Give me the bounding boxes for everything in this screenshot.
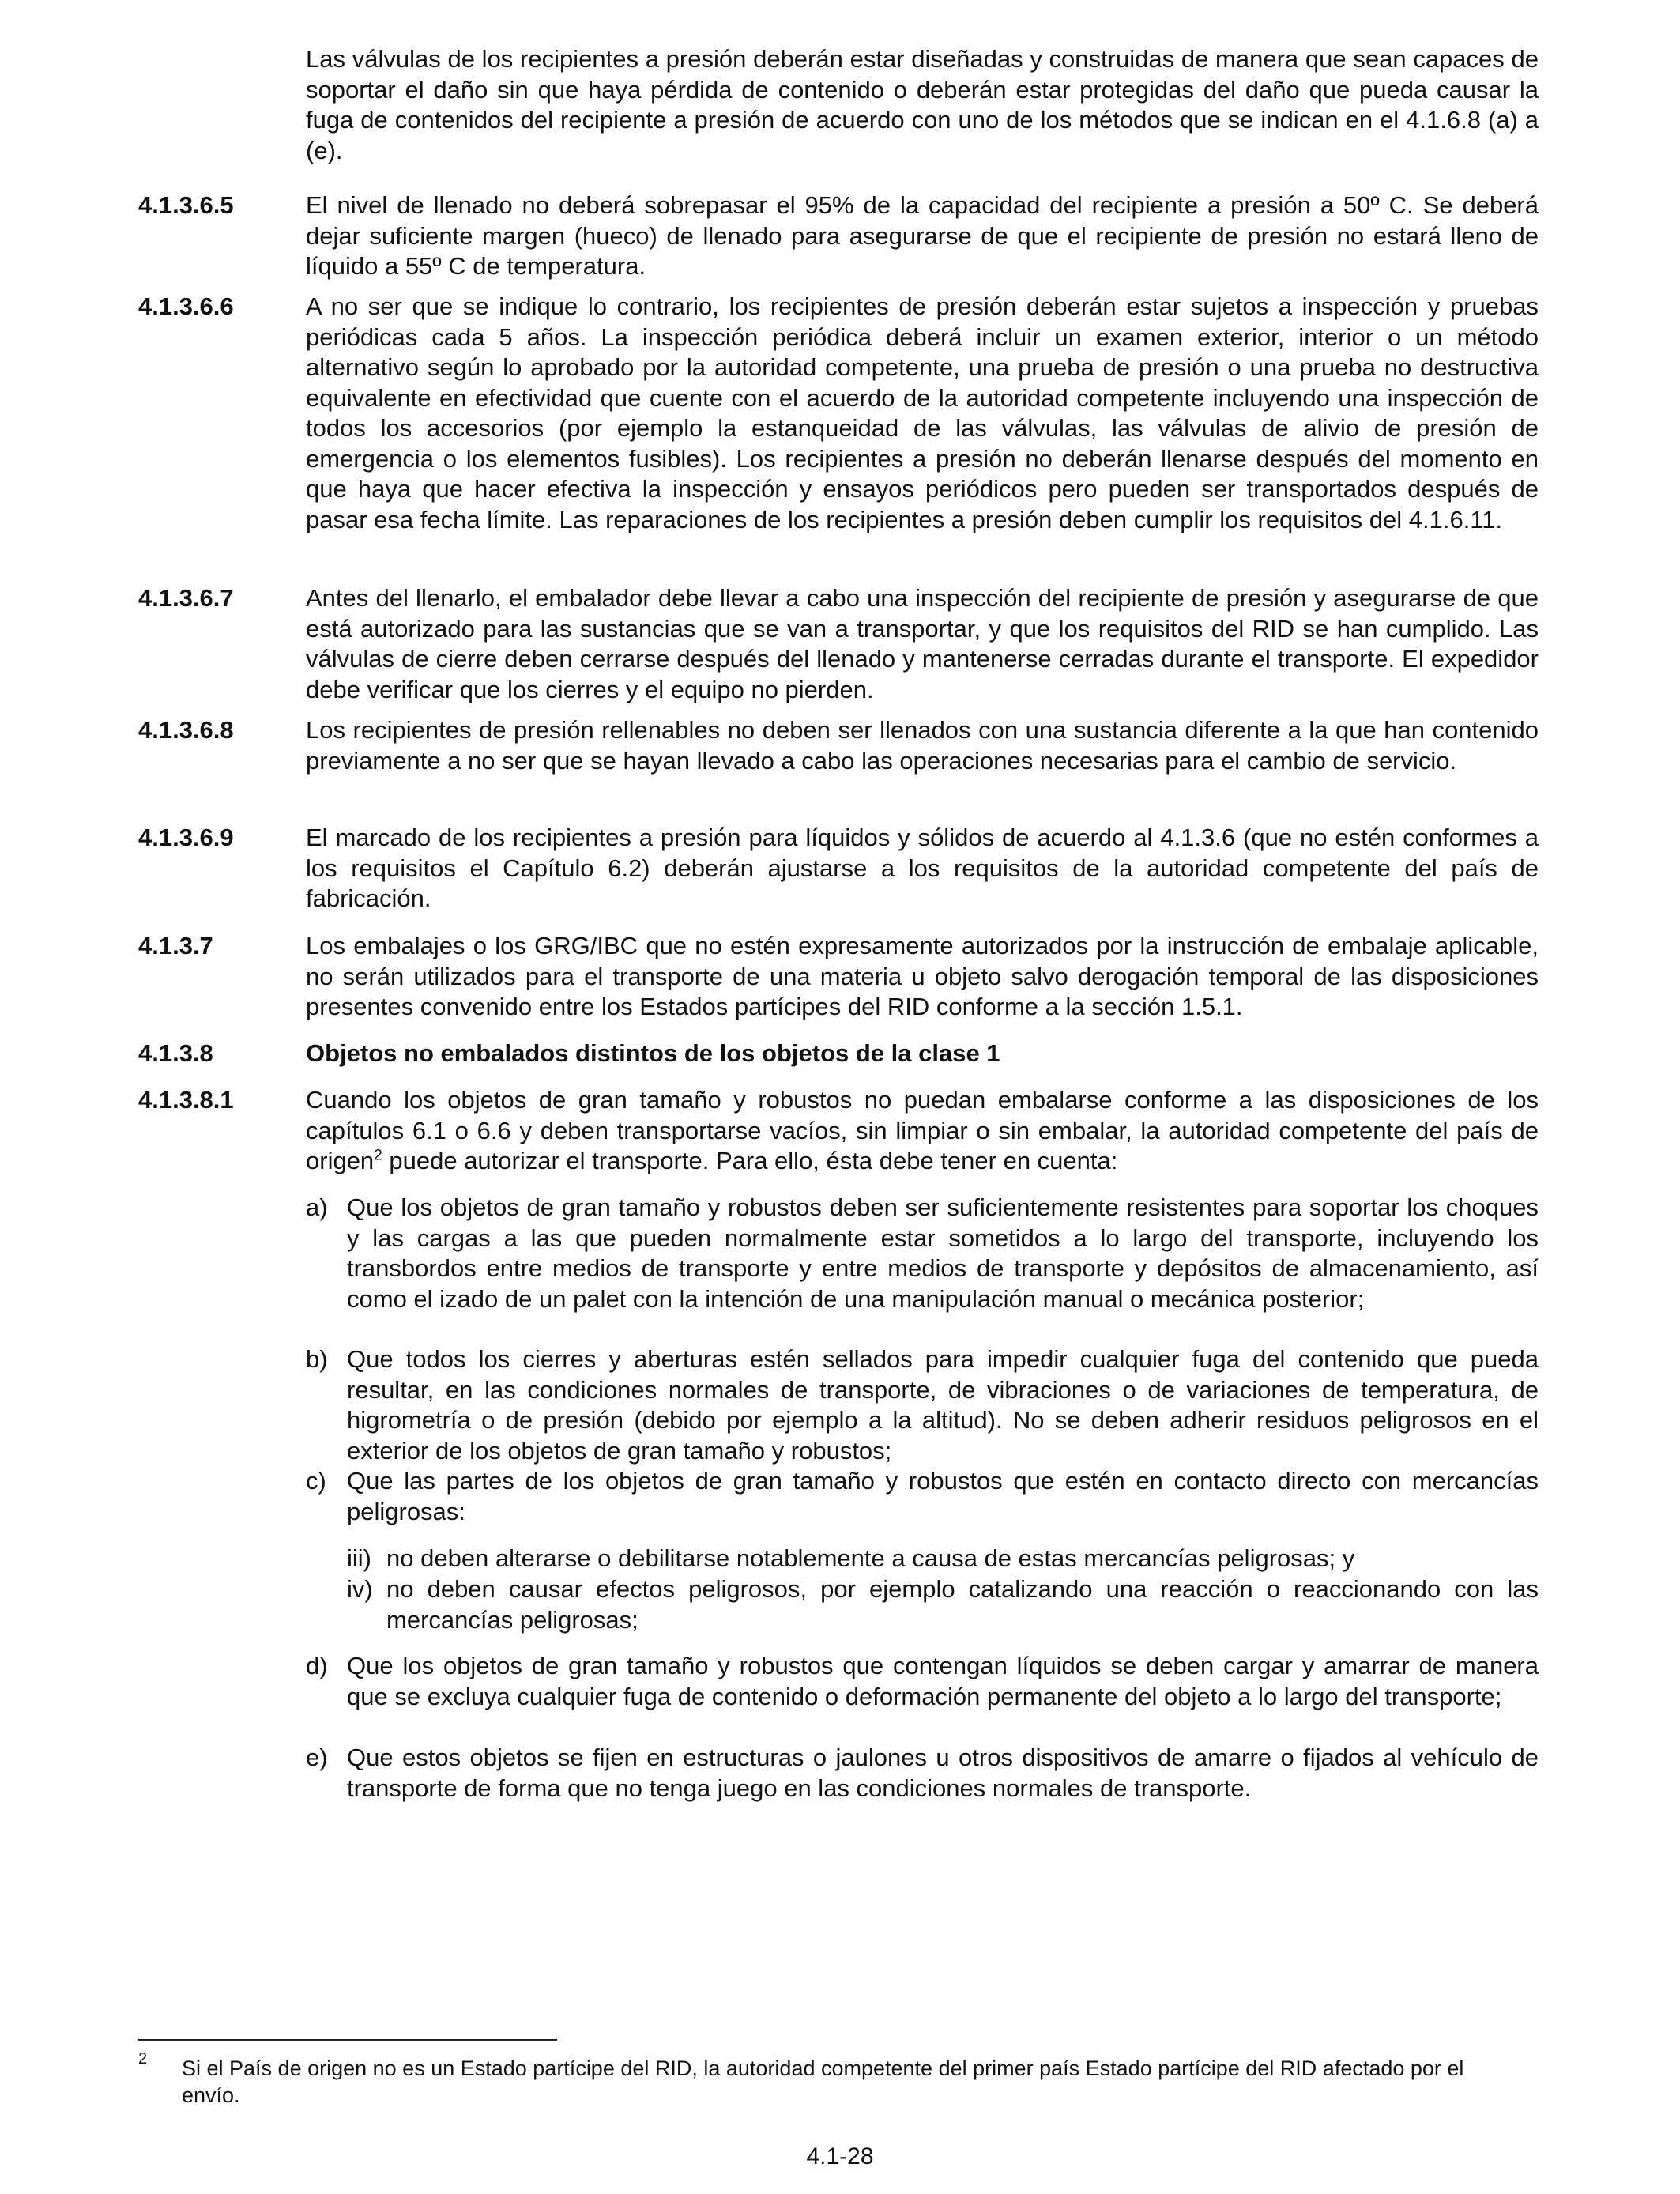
paragraph-number: 4.1.3.6.5 xyxy=(138,191,234,219)
paragraph-number: 4.1.3.7 xyxy=(138,932,213,959)
paragraph-text: A no ser que se indique lo contrario, los recipientes de presión deberán estar sujetos a inspección y pruebas periódicas cada 5 años. La inspección periódica deberá incluir un examen exterior, interior o un método alternativo según lo aprobado por la autoridad competente, una prueba de presión o una prueba no destructiva equivalente en efectividad que cuente con el acuerdo de la autoridad competente incluyendo una inspección de todos los accesorios (por ejemplo la estanqueidad de las válvulas, las válvulas de alivio de presión de emergencia o los elementos fusibles). Los recipientes a presión no deberán llenarse después del momento en que haya que hacer efectiva la inspección y ensayos periódicos pero pueden ser transportados después de pasar esa fecha límite. Las reparaciones de los recipientes a presión deben cumplir los requisitos del 4.1.6.11. xyxy=(306,292,1539,533)
paragraph-number: 4.1.3.6.6 xyxy=(138,292,234,320)
paragraph-number: 4.1.3.6.9 xyxy=(138,824,234,851)
paragraph-text: El marcado de los recipientes a presión para líquidos y sólidos de acuerdo al 4.1.3.6 (que no estén conformes a los requisitos el Capítulo 6.2) deberán ajustarse a los requisitos de la autoridad competente del país de fabricación. xyxy=(306,824,1539,912)
list-item-text: Que estos objetos se fijen en estructuras o jaulones u otros dispositivos de amarre o fijados al vehículo de transporte de forma que no tenga juego en las condiciones normales de transporte. xyxy=(347,1744,1539,1802)
sub-item-text: no deben causar efectos peligrosos, por ejemplo catalizando una reacción o reaccionando con las mercancías peligrosas; xyxy=(386,1575,1539,1634)
paragraph-4-1-3-8-1 xyxy=(138,1085,1539,1177)
paragraph-4-1-3-6-5 xyxy=(138,190,1539,282)
sub-item-iii xyxy=(347,1544,1539,1574)
list-item-label: b) xyxy=(306,1345,328,1373)
sub-item-label: iii) xyxy=(347,1544,371,1572)
footnote-mark: 2 xyxy=(138,2050,148,2068)
paragraph-4-1-3-7 xyxy=(138,931,1539,1023)
list-item-label: c) xyxy=(306,1467,326,1495)
list-item-text: Que todos los cierres y aberturas estén sellados para impedir cualquier fuga del contenido que pueda resultar, en las condiciones normales de transporte, de vibraciones o de variaciones de temperatura, de higrometría o de presión (debido por ejemplo a la altitud). No se deben adherir residuos peligrosos en el exterior de los objetos de gran tamaño y robustos; xyxy=(347,1345,1539,1465)
paragraph-4-1-3-6-8 xyxy=(138,715,1539,776)
paragraph-number: 4.1.3.6.8 xyxy=(138,716,234,744)
list-item-d xyxy=(306,1651,1539,1712)
sub-item-iv xyxy=(347,1574,1539,1635)
section-heading: Objetos no embalados distintos de los objetos de la clase 1 xyxy=(306,1039,1000,1067)
list-item-e xyxy=(306,1743,1539,1804)
page-number: 4.1-28 xyxy=(806,2143,874,2169)
list-item-c xyxy=(306,1466,1539,1527)
list-item-b xyxy=(306,1344,1539,1466)
footnote-text: Si el País de origen no es un Estado partícipe del RID, la autoridad competente del primer país Estado partícipe del RID afectado por el envío. xyxy=(182,2056,1464,2107)
paragraph-text-after: puede autorizar el transporte. Para ello, ésta debe tener en cuenta: xyxy=(382,1147,1118,1174)
sub-item-label: iv) xyxy=(347,1575,373,1603)
list-item-label: d) xyxy=(306,1652,328,1679)
paragraph-text-before: Cuando los objetos de gran tamaño y robustos no puedan embalarse conforme a las disposiciones de los capítulos 6.1 o 6.6 y deben transportarse vacíos, sin limpiar o sin embalar, la autoridad competente del país de origen xyxy=(306,1086,1539,1174)
paragraph-text: Los embalajes o los GRG/IBC que no estén expresamente autorizados por la instrucción de embalaje aplicable, no serán utilizados para el transporte de una materia u objeto salvo derogación temporal de las disposiciones presentes convenido entre los Estados partícipes del RID conforme a la sección 1.5.1. xyxy=(306,932,1539,1020)
paragraph-text: Antes del llenarlo, el embalador debe llevar a cabo una inspección del recipiente de presión y asegurarse de que está autorizado para las sustancias que se van a transportar, y que los requisitos del RID se han cumplido. Las válvulas de cierre deben cerrarse después del llenado y mantenerse cerradas durante el transporte. El expedidor debe verificar que los cierres y el equipo no pierden. xyxy=(306,584,1539,703)
paragraph-text: Los recipientes de presión rellenables no deben ser llenados con una sustancia diferente a la que han contenido previamente a no ser que se hayan llevado a cabo las operaciones necesarias para el cambio de servicio. xyxy=(306,716,1539,775)
paragraph-4-1-3-6-6 xyxy=(138,292,1539,535)
list-item-text: Que las partes de los objetos de gran tamaño y robustos que estén en contacto directo con mercancías peligrosas: xyxy=(347,1467,1539,1525)
paragraph-4-1-3-6-9 xyxy=(138,823,1539,914)
paragraph-number: 4.1.3.8.1 xyxy=(138,1086,234,1114)
paragraph-4-1-3-6-7 xyxy=(138,583,1539,705)
list-item-label: a) xyxy=(306,1193,328,1221)
list-item-label: e) xyxy=(306,1744,328,1771)
paragraph-number: 4.1.3.8 xyxy=(138,1039,213,1067)
section-heading-4-1-3-8 xyxy=(138,1039,1539,1069)
paragraph-text: El nivel de llenado no deberá sobrepasar el 95% de la capacidad del recipiente a presión a 50º C. Se deberá dejar suficiente margen (hueco) de llenado para asegurarse de que el recipiente de presión no estará lleno de líquido a 55º C de temperatura. xyxy=(306,191,1539,280)
paragraph-text xyxy=(306,1085,1539,1177)
footnote-separator xyxy=(138,2039,557,2041)
paragraph-number: 4.1.3.6.7 xyxy=(138,584,234,612)
list-item-text: Que los objetos de gran tamaño y robustos que contengan líquidos se deben cargar y amarrar de manera que se excluya cualquier fuga de contenido o deformación permanente del objeto a lo largo del transporte; xyxy=(347,1652,1539,1710)
sub-item-text: no deben alterarse o debilitarse notablemente a causa de estas mercancías peligrosas; y xyxy=(386,1544,1355,1572)
list-item-a xyxy=(306,1193,1539,1314)
footnote-reference: 2 xyxy=(374,1147,382,1164)
list-item-text: Que los objetos de gran tamaño y robustos deben ser suficientemente resistentes para soportar los choques y las cargas a las que pueden normalmente estar sometidos a lo largo del transporte, incluyendo los transbordos entre medios de transporte y entre medios de transporte y depósitos de almacenamiento, así como el izado de un palet con la intención de una manipulación manual o mecánica posterior; xyxy=(347,1193,1539,1313)
intro-paragraph: Las válvulas de los recipientes a presión deberán estar diseñadas y construidas de manera que sean capaces de soportar el daño sin que haya pérdida de contenido o deberán estar protegidas del daño que pueda causar la fuga de contenidos del recipiente a presión de acuerdo con uno de los métodos que se indican en el 4.1.6.8 (a) a (e). xyxy=(306,45,1539,164)
